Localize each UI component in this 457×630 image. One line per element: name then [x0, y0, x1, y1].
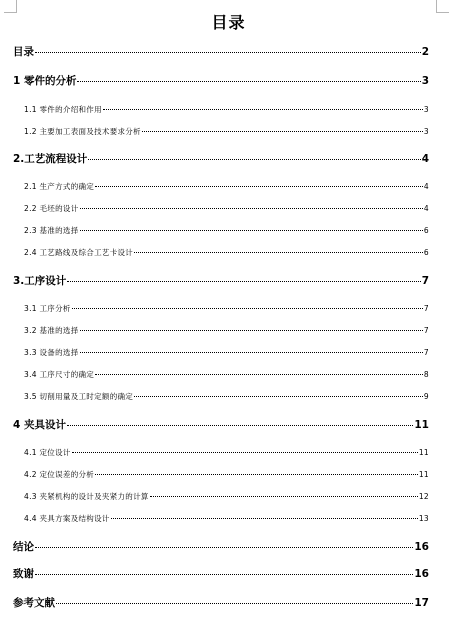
toc-leader-dots	[95, 470, 418, 478]
toc-title: 目录	[211, 13, 246, 32]
toc-entry-page: 7	[423, 304, 429, 313]
toc-entry-page: 16	[414, 541, 429, 553]
toc-entry-page: 13	[418, 514, 429, 523]
toc-entry-label: 参考文献	[13, 597, 55, 609]
toc-entry[interactable]	[24, 347, 429, 358]
toc-entry[interactable]	[24, 303, 429, 314]
toc-entry-page: 8	[423, 370, 429, 379]
toc-leader-dots	[80, 226, 423, 234]
toc-entry-page: 16	[414, 568, 429, 580]
toc-entry[interactable]	[24, 203, 429, 214]
toc-entry-page: 11	[418, 448, 429, 457]
toc-entry[interactable]	[24, 247, 429, 258]
toc-entry[interactable]	[24, 325, 429, 336]
toc-entry-label: 2.3 基准的选择	[24, 226, 79, 235]
toc-leader-dots	[35, 567, 413, 578]
toc-entry[interactable]	[13, 539, 429, 554]
toc-entry[interactable]	[24, 126, 429, 137]
toc-leader-dots	[134, 392, 423, 400]
toc-entry[interactable]	[24, 225, 429, 236]
toc-entry-label: 2.工艺流程设计	[13, 153, 88, 165]
toc-entry-page: 3	[423, 127, 429, 136]
toc-entry-label: 3.1 工序分析	[24, 304, 71, 313]
toc-entry-page: 3	[421, 75, 429, 87]
toc-entry-label: 3.工序设计	[13, 275, 67, 287]
toc-leader-dots	[77, 74, 420, 85]
toc-entry[interactable]	[24, 181, 429, 192]
toc-entry-label: 2.1 生产方式的确定	[24, 182, 95, 191]
toc-leader-dots	[95, 370, 423, 378]
toc-entry[interactable]	[24, 369, 429, 380]
toc-leader-dots	[150, 492, 418, 500]
toc-leader-dots	[80, 348, 423, 356]
toc-entry-page: 7	[421, 275, 429, 287]
toc-entry-label: 2.4 工艺路线及综合工艺卡设计	[24, 248, 134, 257]
toc-entry-page: 2	[421, 46, 429, 58]
toc-leader-dots	[67, 274, 420, 285]
toc-entry-page: 4	[423, 204, 429, 213]
toc-entry-page: 4	[423, 182, 429, 191]
toc-entry[interactable]	[13, 595, 429, 610]
toc-leader-dots	[142, 127, 423, 135]
toc-leader-dots	[35, 540, 413, 551]
toc-entry-label: 1.1 零件的介绍和作用	[24, 105, 102, 114]
toc-leader-dots	[72, 304, 423, 312]
toc-entry[interactable]	[13, 73, 429, 88]
toc-entry-page: 7	[423, 348, 429, 357]
toc-entry[interactable]	[24, 513, 429, 524]
toc-entry-label: 4.1 定位设计	[24, 448, 71, 457]
toc-entry[interactable]	[13, 44, 429, 59]
toc-leader-dots	[80, 204, 423, 212]
toc-entry-label: 目录	[13, 46, 34, 58]
toc-entry-page: 3	[423, 105, 429, 114]
toc-entry-label: 3.4 工序尺寸的确定	[24, 370, 95, 379]
toc-entry-page: 12	[418, 492, 429, 501]
toc-entry[interactable]	[13, 273, 429, 288]
toc-entry-page: 4	[421, 153, 429, 165]
toc-entry-label: 4 夹具设计	[13, 419, 66, 431]
toc-entry-label: 4.2 定位误差的分析	[24, 470, 95, 479]
toc-entry-label: 4.4 夹具方案及结构设计	[24, 514, 110, 523]
toc-entry-label: 3.3 设备的选择	[24, 348, 79, 357]
toc-entry[interactable]	[24, 491, 429, 502]
toc-entry[interactable]	[24, 104, 429, 115]
toc-entry-label: 1.2 主要加工表面及技术要求分析	[24, 127, 141, 136]
toc-leader-dots	[56, 596, 413, 607]
toc-leader-dots	[95, 182, 423, 190]
toc-leader-dots	[134, 248, 423, 256]
toc-entry[interactable]	[24, 469, 429, 480]
toc-entry-label: 4.3 夹紧机构的设计及夹紧力的计算	[24, 492, 149, 501]
toc-entry-page: 6	[423, 226, 429, 235]
toc-entry-label: 3.5 切削用量及工时定额的确定	[24, 392, 134, 401]
toc-entry-label: 结论	[13, 541, 34, 553]
toc-entry-page: 11	[414, 419, 429, 431]
toc-entry-label: 1 零件的分析	[13, 75, 77, 87]
toc-leader-dots	[72, 448, 418, 456]
toc-entry-page: 7	[423, 326, 429, 335]
toc-entry[interactable]	[24, 447, 429, 458]
toc-entry-label: 致谢	[13, 568, 34, 580]
toc-entry-label: 3.2 基准的选择	[24, 326, 79, 335]
toc-entry-label: 2.2 毛坯的设计	[24, 204, 79, 213]
toc-entry[interactable]	[13, 566, 429, 581]
toc-leader-dots	[67, 418, 413, 429]
toc-leader-dots	[111, 514, 418, 522]
toc-entry-page: 11	[418, 470, 429, 479]
toc-entry-page: 6	[423, 248, 429, 257]
toc-entry-page: 9	[423, 392, 429, 401]
toc-entry[interactable]	[24, 391, 429, 402]
toc-leader-dots	[80, 326, 423, 334]
toc-leader-dots	[103, 105, 423, 113]
toc-entry[interactable]	[13, 417, 429, 432]
toc-leader-dots	[88, 152, 420, 163]
toc-entry[interactable]	[13, 151, 429, 166]
toc-leader-dots	[35, 45, 421, 56]
toc-entry-page: 17	[414, 597, 429, 609]
